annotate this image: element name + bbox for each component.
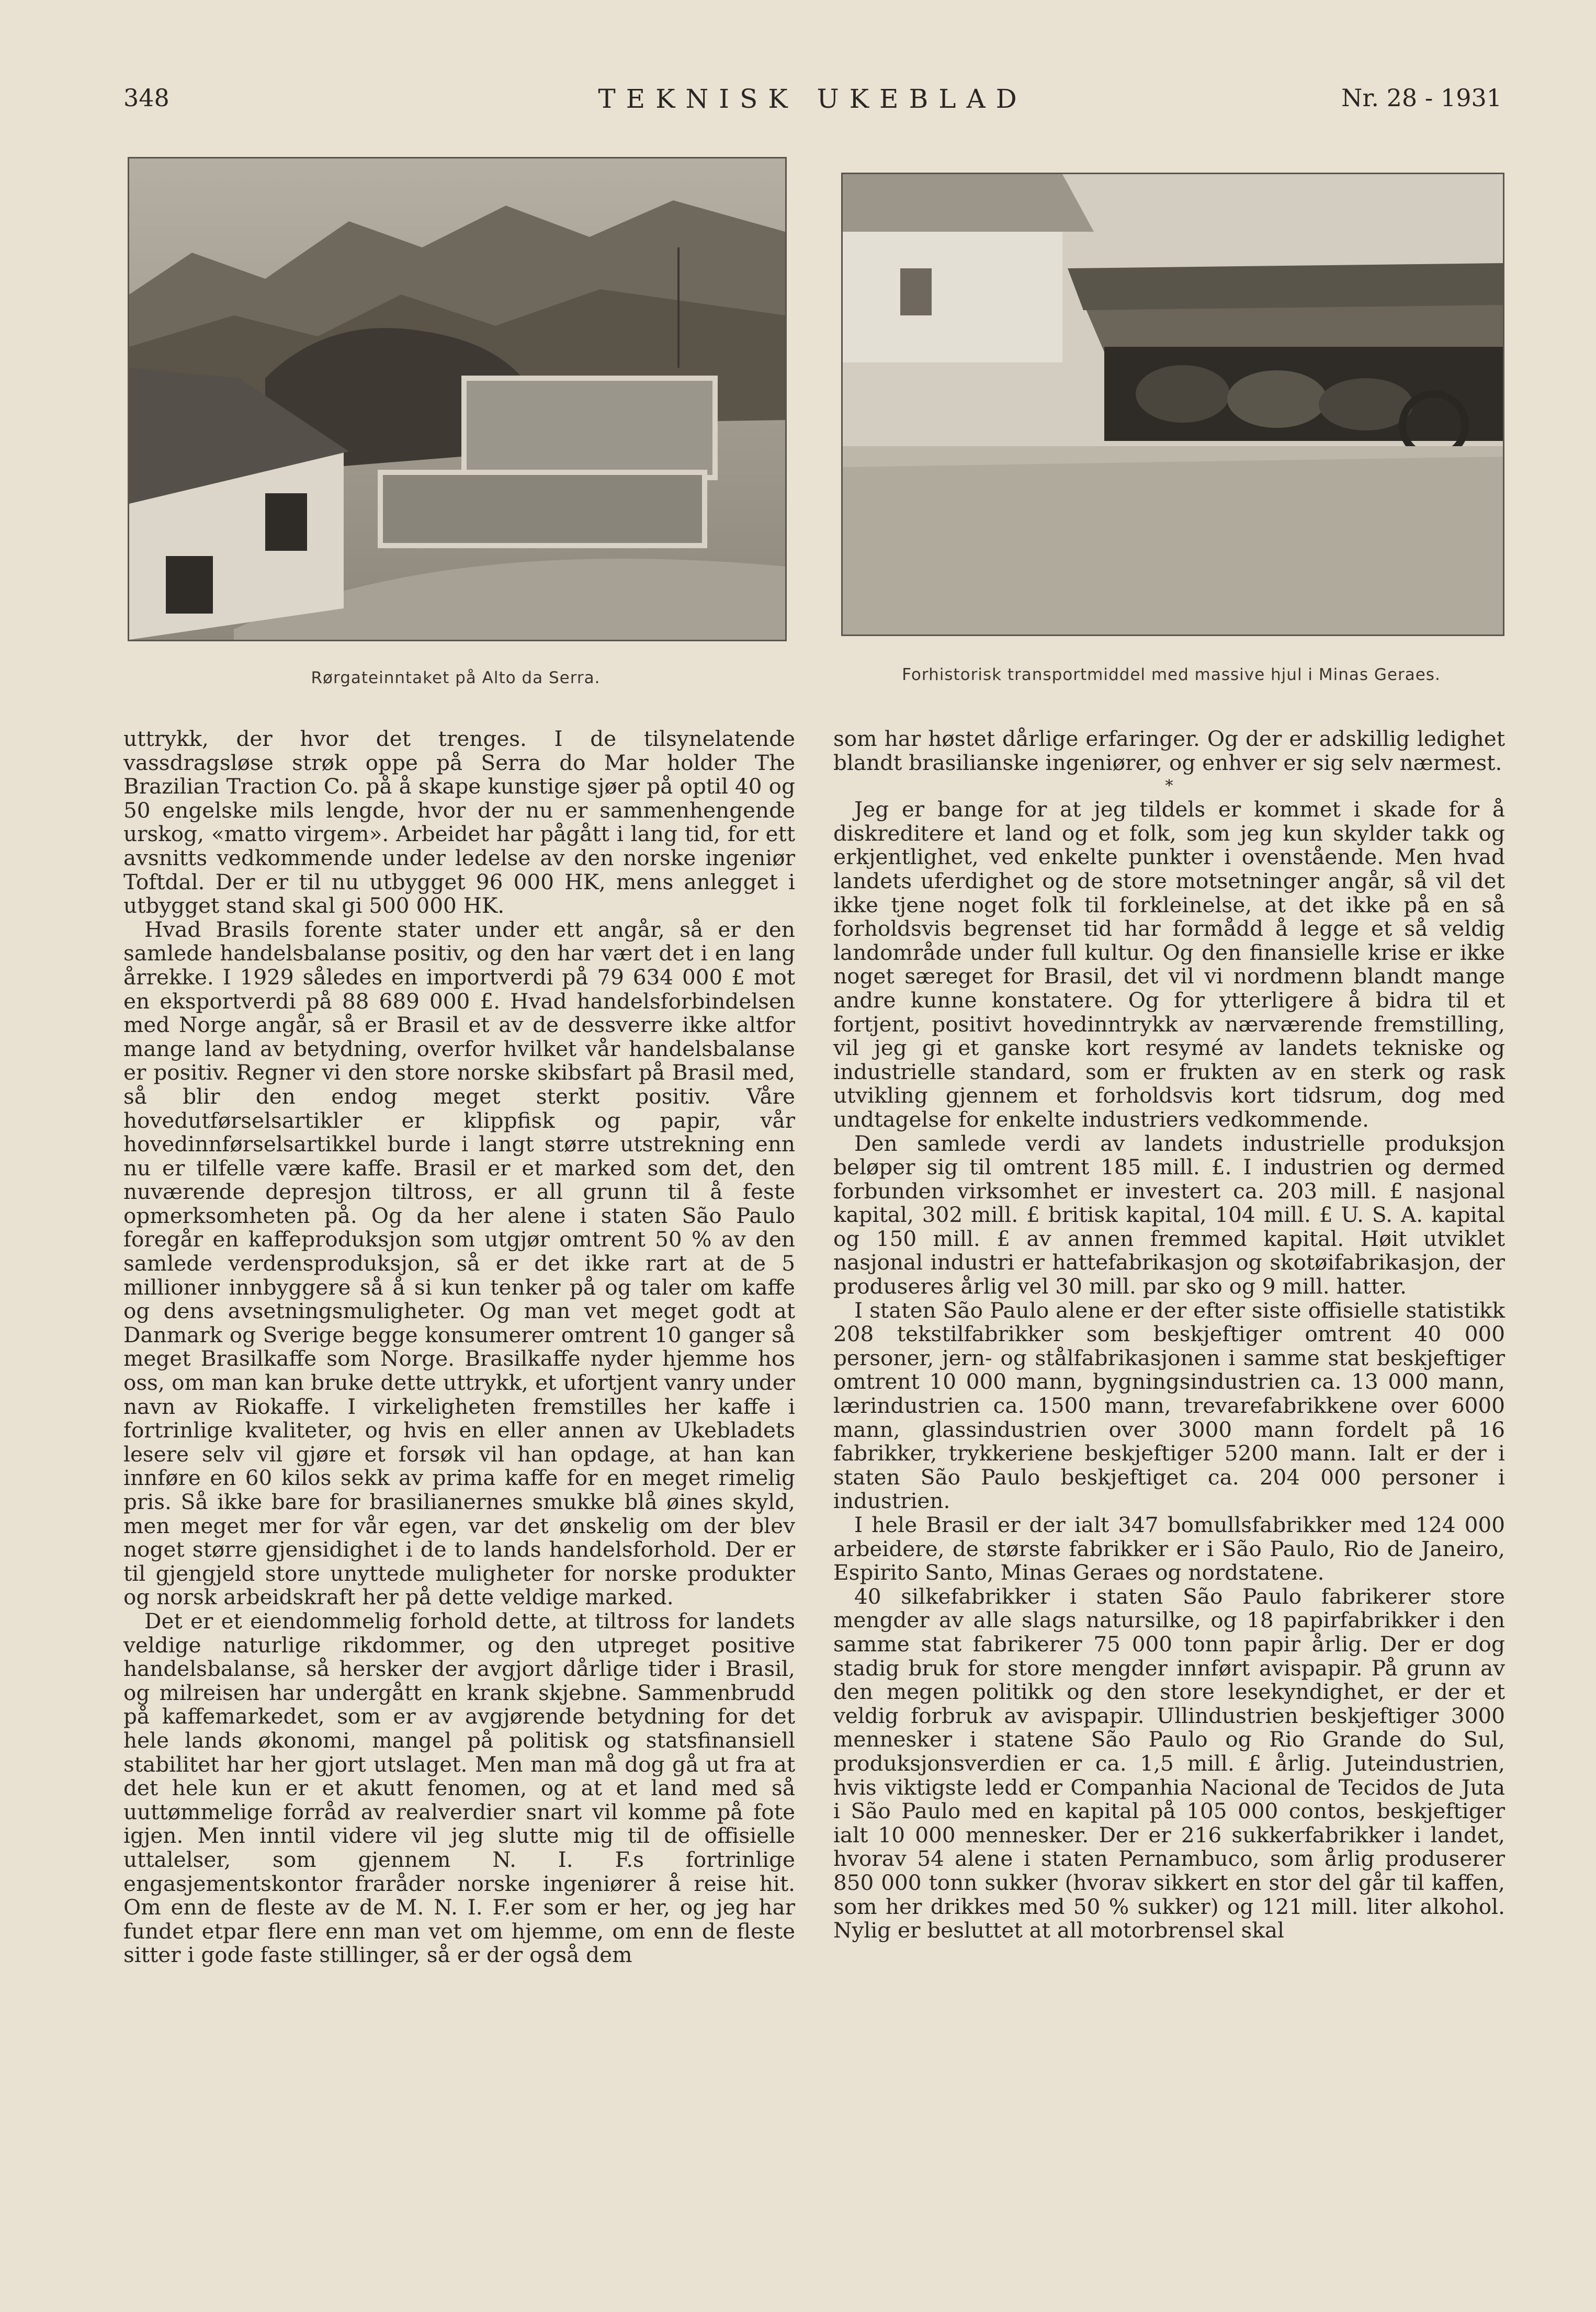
paragraph: Den samlede verdi av landets industrielle produksjon beløper sig til omtrent 185 mill. £. I industrien og dermed forbunden virksomhet er investert ca. 203 mill. £ nasjonal kapital, 302 mill. £ britisk kapital, 104 mill. £ U. S. A. kapital og 150 mill. £ av annen fremmed kapital. Høit utviklet nasjonal industri er hattefabrikasjon og skotøifabrikasjon, der produseres årlig vel 30 mill. par sko og 9 mill. hatter. [833,1130,1505,1299]
paragraph: Jeg er bange for at jeg tildels er kommet i skade for å diskreditere et land og et folk, som jeg kun skylder takk og erkjentlighet, ved enkelte punkter i ovenstående. Men hvad landets uferdighet og de store motsetninger angår, så vil det ikke tjene noget folk til forkleinelse, at det ikke på en så forholdsvis begrenset tid har formådd å legge et så veldig landområde under full kultur. Og den finansielle krise er ikke noget særeget for Brasil, det vil vi nordmenn blandt mange andre kunne konstatere. Og for ytterligere å bidra til et fortjent, positivt hovedinntrykk av nærværende fremstilling, vil jeg gi et ganske kort resymé av landets tekniske og industrielle standard, som er frukten av en sterk og rask utvikling gjennem et forholdsvis kort tidsrum, dog med undtagelse for enkelte industriers vedkommende. [833,797,1505,1132]
photo-ox-carts-minas-geraes [841,173,1504,636]
paragraph: I hele Brasil er der ialt 347 bomullsfabrikker med 124 000 arbeidere, de største fabrikker er i São Paulo, Rio de Janeiro, Espirito Santo, Minas Geraes og nordstatene. [833,1512,1505,1585]
page-header [123,84,1502,120]
figure-caption: Forhistorisk transportmiddel med massive hjul i Minas Geraes. [902,665,1441,684]
paragraph: I staten São Paulo alene er der efter siste offisielle statistikk 208 tekstilfabrikker som beskjeftiger omtrent 40 000 personer, jern- og stålfabrikasjonen i samme stat beskjeftiger omtrent 10 000 mann, bygningsindustrien ca. 13 000 mann, lærindustrien ca. 1500 mann, trevarefabrikkene over 6000 mann, glassindustrien over 3000 mann fordelt på 16 fabrikker, trykkeriene beskjeftiger 5200 mann. Ialt er der i staten São Paulo beskjeftiget ca. 204 000 personer i industrien. [833,1297,1505,1514]
figure-caption: Rørgateinntaket på Alto da Serra. [311,668,601,687]
section-separator: * [1165,777,1173,796]
journal-title: TEKNISK UKEBLAD [598,84,1027,114]
paragraph: Hvad Brasils forente stater under ett angår, så er den samlede handelsbalanse positiv, og den har vært det i en lang årrekke. I 1929 således en importverdi på 79 634 000 £ mot en eksportverdi på 88 689 000 £. Hvad handelsforbindelsen med Norge angår, så er Brasil et av de dessverre ikke altfor mange land av betydning, overfor hvilket vår handelsbalanse er positiv. Regner vi den store norske skibsfart på Brasil med, så blir den endog meget sterkt positiv. Våre hovedutførselsartikler er klippfisk og papir, vår hovedinnførselsartikkel burde i langt større utstrekning enn nu er tilfelle være kaffe. Brasil er et marked som det, den nuværende depresjon tiltross, er all grunn til å feste opmerksomheten på. Og da her alene i staten São Paulo foregår en kaffeproduksjon som utgjør omtrent 50 % av den samlede verdensproduksjon, så er det ikke rart at de 5 millioner innbyggere så å si kun tenker på og taler om kaffe og dens avsetningsmuligheter. Og man vet meget godt at Danmark og Sverige begge konsumerer omtrent 10 ganger så meget Brasilkaffe som Norge. Brasilkaffe nyder hjemme hos oss, om man kan bruke dette uttrykk, et ufortjent vanry under navn av Riokaffe. I virkeligheten fremstilles her kaffe i fortrinlige kvaliteter, og hvis en eller annen av Ukebladets lesere selv vil gjøre et forsøk vil han opdage, at han kan innføre en 60 kilos sekk av prima kaffe for en meget rimelig pris. Så ikke bare for brasilianernes smukke blå øines skyld, men meget mer for vår egen, var det ønskelig om der blev noget større gjensidighet i de to lands handelsforhold. Der er til gjengjeld store unyttede muligheter for norske produkter og norsk arbeidskraft her på dette veldige marked. [123,916,795,1610]
photo-reservoir-alto-da-serra [128,157,787,641]
paragraph: som har høstet dårlige erfaringer. Og der er adskillig ledighet blandt brasilianske ingeniører, og enhver er sig selv nærmest. [833,726,1505,775]
right-column [833,727,1505,1943]
left-column [123,727,795,1967]
issue-number: Nr. 28 - 1931 [1341,84,1502,112]
paragraph: 40 silkefabrikker i staten São Paulo fabrikerer store mengder av alle slags natursilke, og 18 papirfabrikker i den samme stat fabrikerer 75 000 tonn papir årlig. Der er dog stadig bruk for store mengder innført avispapir. På grunn av den megen politikk og den store lesekyndighet, er der et veldig forbruk av avispapir. Ullindustrien beskjeftiger 3000 mennesker i statene São Paulo og Rio Grande do Sul, produksjonsverdien er ca. 1,5 mill. £ årlig. Juteindustrien, hvis viktigste ledd er Companhia Nacional de Tecidos de Juta i São Paulo med en kapital på 105 000 contos, beskjeftiger ialt 10 000 mennesker. Der er 216 sukkerfabrikker i landet, hvorav 54 alene i staten Pernambuco, som årlig produserer 850 000 tonn sukker (hvorav sikkert en stor del går til kaffen, som her drikkes med 50 % sukker) og 121 mill. liter alkohol. Nylig er besluttet at all motorbrensel skal [833,1583,1505,1943]
page-number: 348 [123,84,169,112]
paragraph: uttrykk, der hvor det trenges. I de tilsynelatende vassdragsløse strøk oppe på Serra do Mar holder The Brazilian Traction Co. på å skape kunstige sjøer på optil 40 og 50 engelske mils lengde, hvor der nu er sammenhengende urskog, «matto virgem». Arbeidet har pågått i lang tid, for ett avsnitts vedkommende under ledelse av den norske ingeniør Toftdal. Der er til nu utbygget 96 000 HK, mens anlegget i utbygget stand skal gi 500 000 HK. [123,726,795,919]
paragraph: Det er et eiendommelig forhold dette, at tiltross for landets veldige naturlige rikdommer, og den utpreget positive handelsbalanse, så hersker der avgjort dårlige tider i Brasil, og milreisen har undergått en krank skjebne. Sammenbrudd på kaffemarkedet, som er av avgjørende betydning for det hele lands økonomi, mangel på politisk og statsfinansiell stabilitet har her gjort utslaget. Men man må dog gå ut fra at det hele kun er et akutt fenomen, og at et land med så uuttømmelige forråd av realverdier snart vil komme på fote igjen. Men inntil videre vil jeg slutte mig til de offisielle uttalelser, som gjennem N. I. F.s fortrinlige engasjementskontor fraråder norske ingeniører å reise hit. Om enn de fleste av de M. N. I. F.er som er her, og jeg har fundet etpar flere enn man vet om hjemme, om enn de fleste sitter i gode faste stillinger, så er der også dem [123,1608,795,1968]
